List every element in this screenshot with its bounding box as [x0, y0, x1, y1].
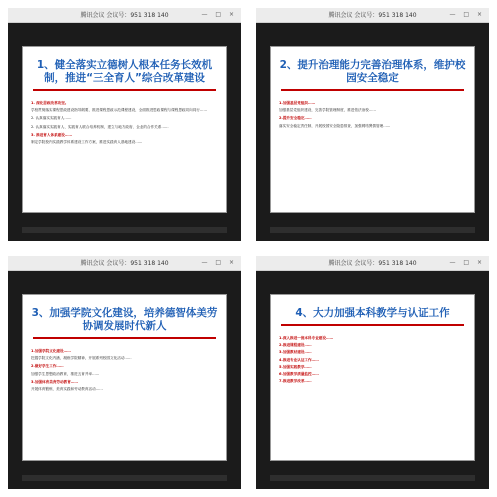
- slide-line: 加强学生思想政治教育，推进五育并举……: [31, 371, 100, 376]
- window-controls[interactable]: — □ ×: [201, 11, 237, 18]
- shared-slide-1: [22, 46, 227, 213]
- meeting-title: 腾讯会议 会议号：951 318 140: [80, 260, 169, 267]
- meeting-title-bar: [256, 256, 489, 271]
- slide-title: 4、大力加强本科教学与认证工作: [295, 307, 450, 319]
- slide-body: [23, 97, 226, 150]
- shared-slide-2: [270, 46, 475, 213]
- shared-slide-4: [270, 294, 475, 461]
- slide-line: 1. 深化思政改革攻坚。: [31, 101, 69, 105]
- slide-line: 3. 推进育人体系建设……: [31, 132, 73, 137]
- slide-title: 1、健全落实立德树人根本任务长效机制，推进“三全育人”综合改革建设: [36, 59, 213, 84]
- meeting-title: 腾讯会议 会议号：951 318 140: [80, 12, 169, 19]
- meeting-window-3: [8, 256, 241, 489]
- progress-track: [22, 475, 227, 481]
- slide-line: 2. 认真落实实践育人、实践育人联合培养机制，建立与地方政府、企业的合作关系……: [31, 124, 169, 129]
- slide-body: [23, 345, 226, 397]
- slide-title: 3、加强学院文化建设，培养德智体美劳协调发展时代新人: [31, 307, 218, 332]
- slide-line: 2.提升安全稳定……: [279, 116, 312, 121]
- bottom-bar: [8, 469, 241, 489]
- title-underline: [281, 324, 464, 326]
- meeting-window-2: [256, 8, 489, 241]
- slide-line: 制定学院校内实践教学体系建设工作方案，推进实践育人基地建设……: [31, 140, 143, 145]
- slide-title: 2、提升治理能力完善治理体系，维护校园安全稳定: [279, 59, 466, 84]
- slide-line: 1.加强基层党组织……: [279, 101, 316, 105]
- shared-slide-3: [22, 294, 227, 461]
- slide-body: [271, 97, 474, 134]
- meeting-title: 腾讯会议 会议号：951 318 140: [328, 260, 417, 267]
- title-underline: [281, 89, 464, 91]
- slide-line: 5.加强实践教学……: [279, 364, 312, 369]
- meeting-title-bar: [8, 256, 241, 271]
- meeting-window-1: [8, 8, 241, 241]
- slide-line: 2.推进课程建设……: [279, 343, 312, 348]
- progress-track: [270, 227, 475, 233]
- slide-line: 2. 认真落实实践育人……: [31, 116, 72, 121]
- slide-line: 3.加强体育美育劳动教育……: [31, 379, 78, 384]
- meeting-title-bar: [256, 8, 489, 23]
- progress-track: [22, 227, 227, 233]
- bottom-bar: [256, 469, 489, 489]
- slide-line: 挖掘学院文化内涵，凝练学院精神，开展系列校园文化活动……: [31, 356, 132, 361]
- slide-line: 3.加强教材建设……: [279, 350, 312, 355]
- slide-line: 落实安全稳定责任制，开展校园安全隐患排查，加强网络舆情管理……: [279, 123, 391, 128]
- title-underline: [33, 337, 216, 339]
- window-controls[interactable]: — □ ×: [449, 11, 485, 18]
- bottom-bar: [256, 221, 489, 241]
- slide-line: 开展体育锻炼、美育实践和劳动教育活动……: [31, 387, 103, 392]
- meeting-window-4: [256, 256, 489, 489]
- slide-line: 2.做好学生工作……: [31, 364, 64, 369]
- slide-line: 1.深入推进一流本科专业建设……: [279, 336, 334, 340]
- slide-line: 4.推进专业认证工作……: [279, 357, 319, 362]
- slide-line: 7.推进教学改革……: [279, 379, 312, 384]
- meeting-title: 腾讯会议 会议号：951 318 140: [328, 12, 417, 19]
- window-controls[interactable]: — □ ×: [201, 259, 237, 266]
- meeting-title-bar: [8, 8, 241, 23]
- slide-body: [271, 332, 474, 388]
- bottom-bar: [8, 221, 241, 241]
- slide-line: 1.加强学院文化建设……: [31, 349, 71, 353]
- title-underline: [33, 89, 216, 91]
- window-controls[interactable]: — □ ×: [449, 259, 485, 266]
- slide-line: 加强基层党组织建设，完善学院管理制度，推进依法治校……: [279, 108, 377, 113]
- slide-line: 学校贯彻落实课程思政建设指导纲要，推进课程思政示范课程建设，全面推进思政课程与课程思政同向同行……: [31, 108, 208, 113]
- slide-line: 6.加强教学质量监控……: [279, 372, 319, 377]
- progress-track: [270, 475, 475, 481]
